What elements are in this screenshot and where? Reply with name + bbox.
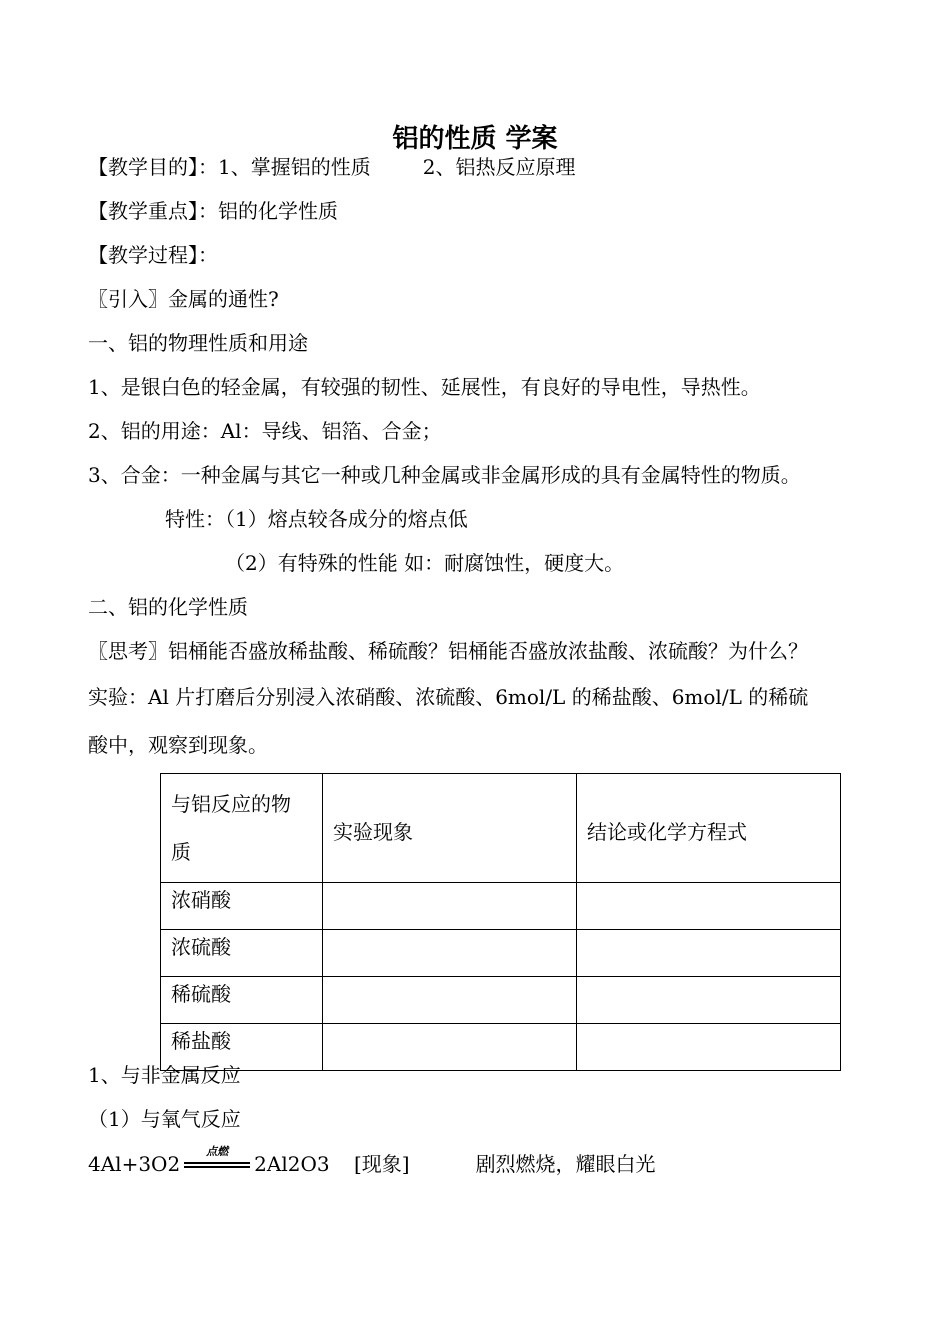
equation-products: 2Al2O3: [254, 1152, 330, 1176]
section2-heading: 二、铝的化学性质: [88, 595, 248, 619]
header-substance-line-1: 与铝反应的物: [171, 792, 291, 816]
table-cell[interactable]: [323, 883, 577, 930]
table-cell[interactable]: [577, 883, 841, 930]
table-header-row: [161, 774, 841, 883]
phenomenon-text: 剧烈燃烧，耀眼白光: [475, 1152, 656, 1176]
section1-paragraph-3: 3、合金：一种金属与其它一种或几种金属或非金属形成的具有金属特性的物质。: [88, 463, 801, 487]
alloy-property-1: [165, 507, 468, 531]
goals-label: 【教学目的】：: [88, 155, 218, 179]
experiment-line-2: 酸中，观察到现象。: [88, 733, 268, 757]
page-title: 铝的性质 学案: [392, 124, 558, 154]
table-cell[interactable]: [577, 1024, 841, 1071]
table-cell[interactable]: [323, 977, 577, 1024]
table-cell: 浓硫酸: [161, 930, 323, 977]
reaction-condition: [182, 1145, 252, 1176]
table-row: [161, 930, 841, 977]
section1-heading: 一、铝的物理性质和用途: [88, 331, 308, 355]
experiment-line-1: 实验：Al 片打磨后分别浸入浓硝酸、浓硫酸、6mol/L 的稀盐酸、6mol/L 的稀硫: [88, 685, 809, 709]
table-cell[interactable]: [323, 1024, 577, 1071]
subsection-heading: 1、与非金属反应: [88, 1063, 241, 1087]
think-question: 〖思考〗铝桶能否盛放稀盐酸、稀硫酸？铝桶能否盛放浓盐酸、浓硫酸？为什么？: [88, 639, 808, 663]
goal-item-1: 1、掌握铝的性质: [218, 155, 371, 179]
table-header-cell: 结论或化学方程式: [577, 774, 841, 883]
table-row: [161, 1024, 841, 1071]
table-cell[interactable]: [323, 930, 577, 977]
alloy-property-2: （2）有特殊的性能 如：耐腐蚀性，硬度大。: [225, 551, 625, 575]
table-row: [161, 977, 841, 1024]
table-cell[interactable]: [577, 977, 841, 1024]
equation-reactants: 4Al+3O2: [88, 1152, 181, 1176]
header-substance-line-2: 质: [171, 840, 191, 864]
teaching-process: 【教学过程】：: [88, 243, 218, 267]
section1-paragraph-2: 2、铝的用途：Al：导线、铝箔、合金；: [88, 419, 442, 443]
section1-paragraph-1: 1、是银白色的轻金属，有较强的韧性、延展性，有良好的导电性，导热性。: [88, 375, 761, 399]
table-header-cell: [161, 774, 323, 883]
teaching-goals: [88, 155, 575, 179]
reaction-equation: [88, 1145, 656, 1176]
table-header-cell: 实验现象: [323, 774, 577, 883]
table-cell[interactable]: [577, 930, 841, 977]
condition-label: 点燃: [206, 1145, 229, 1158]
experiment-table: [160, 773, 841, 1071]
table-cell: 稀盐酸: [161, 1024, 323, 1071]
intro-line: 〖引入〗金属的通性?: [88, 287, 279, 311]
goal-item-2: 2、铝热反应原理: [422, 155, 576, 179]
phenomenon-label: [现象]: [353, 1152, 410, 1176]
table-row: [161, 883, 841, 930]
subsection-item: （1）与氧气反应: [88, 1107, 241, 1131]
teaching-key-point: 【教学重点】：铝的化学性质: [88, 199, 338, 223]
table-cell: 稀硫酸: [161, 977, 323, 1024]
property-1: （1）熔点较各成分的熔点低: [225, 507, 468, 531]
table-cell: 浓硝酸: [161, 883, 323, 930]
properties-label: 特性：: [165, 507, 225, 531]
